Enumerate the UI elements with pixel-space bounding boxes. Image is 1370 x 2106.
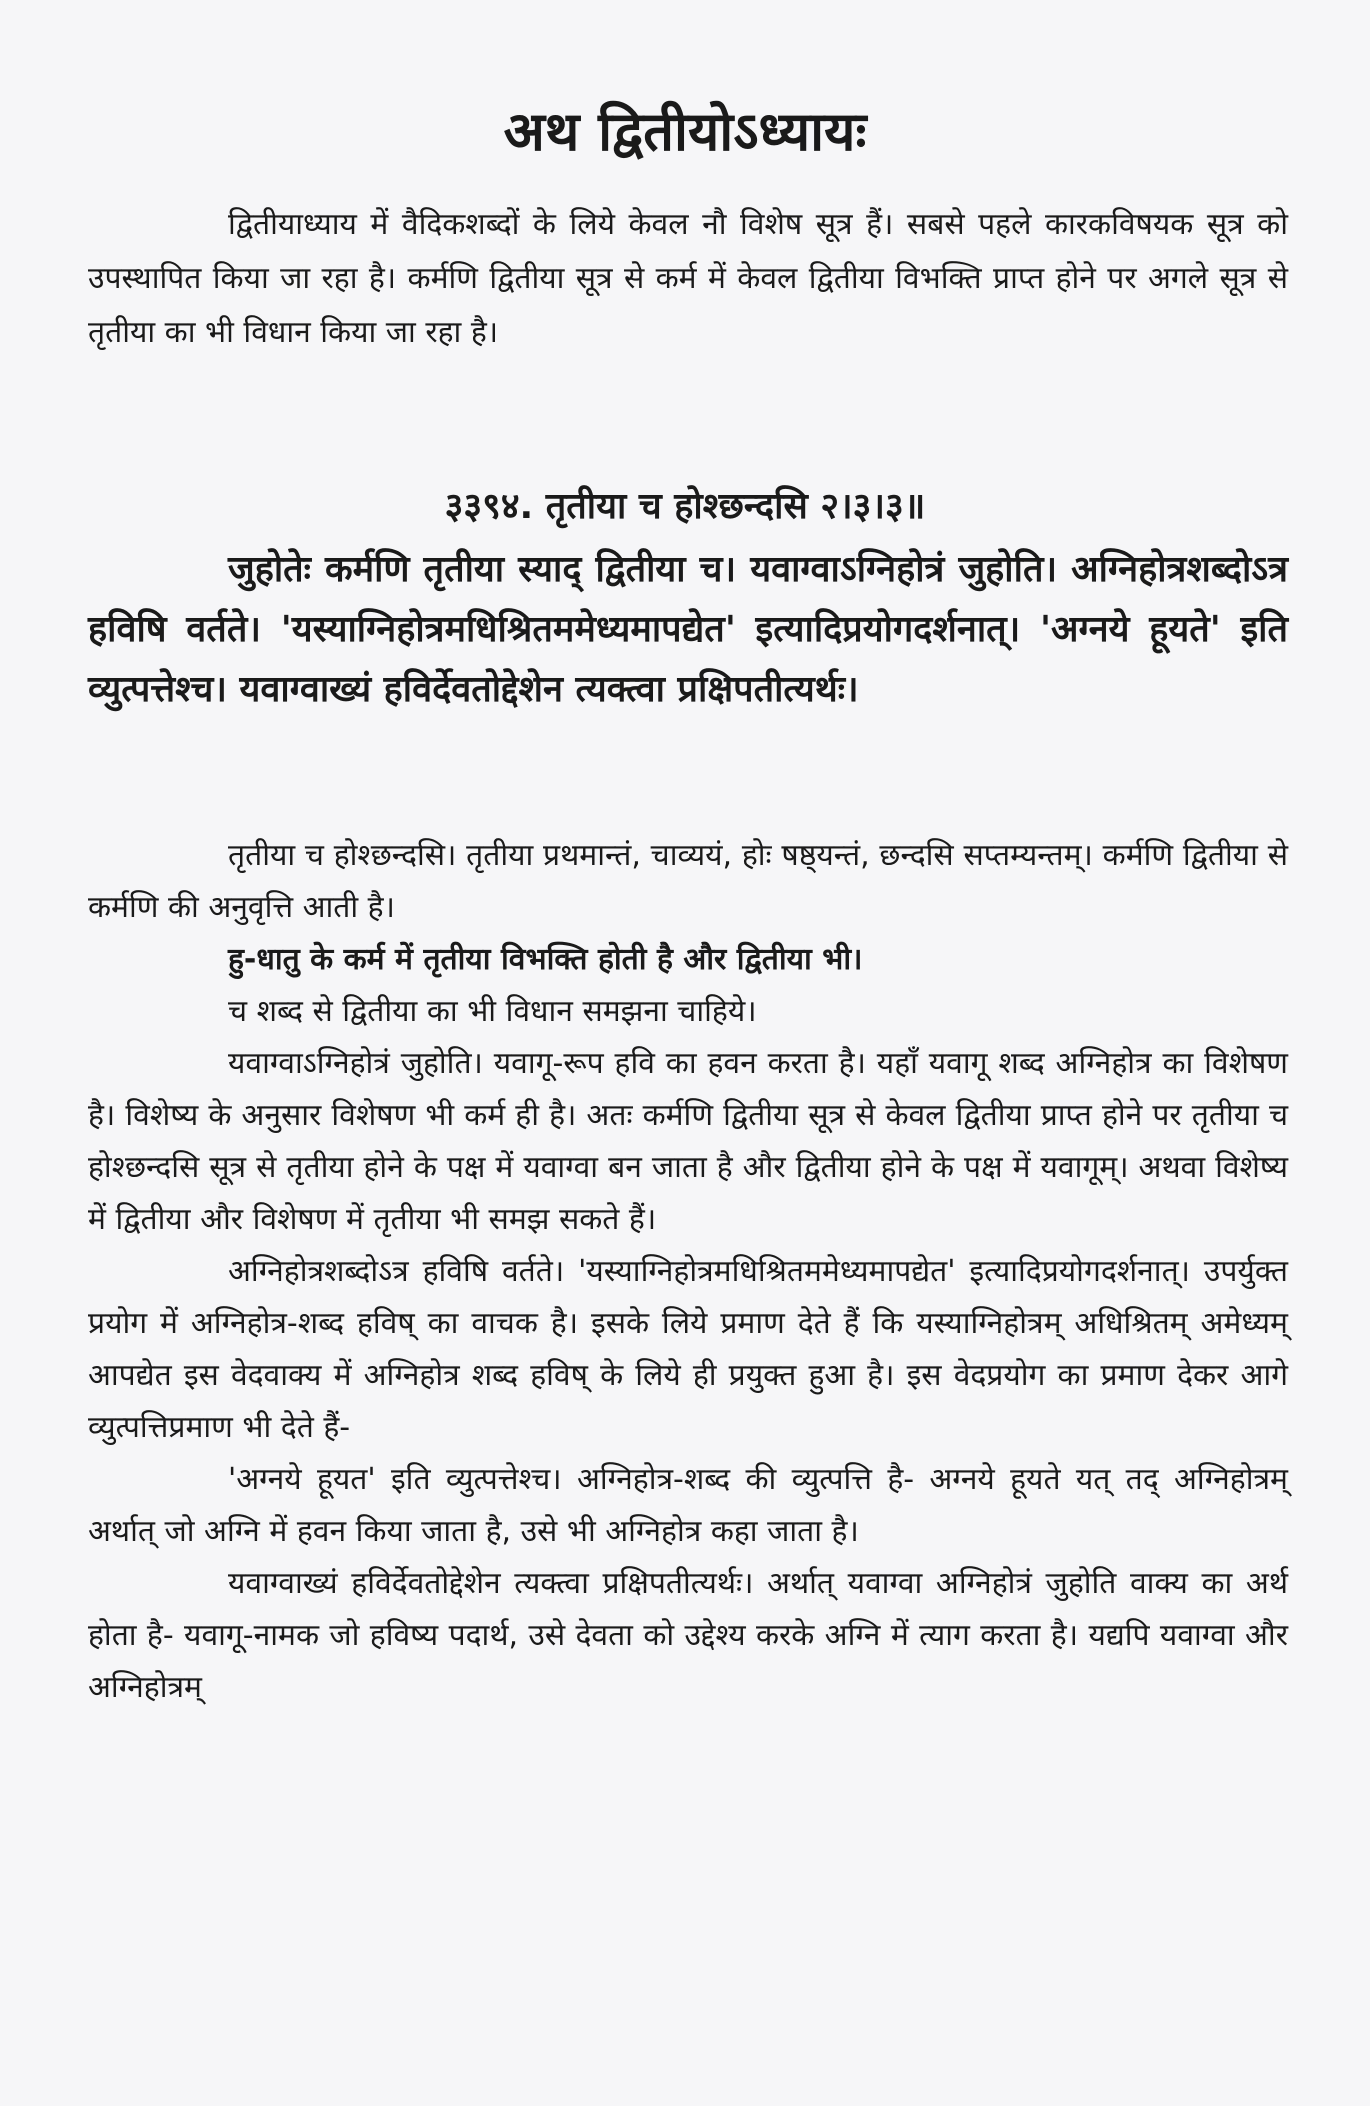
sutra-heading: ३३९४. तृतीया च होश्छन्दसि २।३।३॥ (444, 486, 926, 527)
explanation-paragraph: हु-धातु के कर्म में तृतीया विभक्ति होती है और द्वितीया भी। (228, 942, 863, 977)
vritti-block (88, 540, 1288, 720)
explanation-paragraph: तृतीया च होश्छन्दसि। तृतीया प्रथमान्तं, चाव्ययं, होः षष्ठ्यन्तं, छन्दसि सप्तम्यन्तम्। कर्मणि द्वितीया से कर्मणि की अनुवृत्ति आती है। (88, 838, 1288, 925)
explanation-paragraph: यवाग्वाऽग्निहोत्रं जुहोति। यवागू-रूप हवि का हवन करता है। यहाँ यवागू शब्द अग्निहोत्र का विशेषण है। विशेष्य के अनुसार विशेषण भी कर्म ही है। अतः कर्मणि द्वितीया सूत्र से केवल द्वितीया प्राप्त होने पर तृतीया च होश्छन्दसि सूत्र से तृतीया होने के पक्ष में यवाग्वा बन जाता है और द्वितीया होने के पक्ष में यवागूम्। अथवा विशेष्य में द्वितीया और विशेषण में तृतीया भी समझ सकते हैं। (88, 1046, 1288, 1237)
vritti-paragraph: जुहोतेः कर्मणि तृतीया स्याद् द्वितीया च। यवाग्वाऽग्निहोत्रं जुहोति। अग्निहोत्रशब्दोऽत्र हविषि वर्तते। 'यस्याग्निहोत्रमधिश्रितममेध्यमापद्येत' इत्यादिप्रयोगदर्शनात्। 'अग्नये हूयते' इति व्युत्पत्तेश्च। यवाग्वाख्यं हविर्देवतोद्देशेन त्यक्त्वा प्रक्षिपतीत्यर्थः। (88, 549, 1288, 710)
explanation-paragraph: 'अग्नये हूयत' इति व्युत्पत्तेश्च। अग्निहोत्र-शब्द की व्युत्पत्ति है- अग्नये हूयते यत् तद् अग्निहोत्रम् अर्थात् जो अग्नि में हवन किया जाता है, उसे भी अग्निहोत्र कहा जाता है। (88, 1462, 1288, 1549)
intro-paragraph-block (88, 198, 1288, 360)
explanation-paragraph: यवाग्वाख्यं हविर्देवतोद्देशेन त्यक्त्वा प्रक्षिपतीत्यर्थः। अर्थात् यवाग्वा अग्निहोत्रं जुहोति वाक्य का अर्थ होता है- यवागू-नामक जो हविष्य पदार्थ, उसे देवता को उद्देश्य करके अग्नि में त्याग करता है। यद्यपि यवाग्वा और अग्निहोत्रम् (88, 1566, 1288, 1705)
intro-paragraph: द्वितीयाध्याय में वैदिकशब्दों के लिये केवल नौ विशेष सूत्र हैं। सबसे पहले कारकविषयक सूत्र को उपस्थापित किया जा रहा है। कर्मणि द्वितीया सूत्र से कर्म में केवल द्वितीया विभक्ति प्राप्त होने पर अगले सूत्र से तृतीया का भी विधान किया जा रहा है। (88, 207, 1288, 350)
explanation-paragraph: च शब्द से द्वितीया का भी विधान समझना चाहिये। (228, 994, 757, 1029)
explanation-paragraph: अग्निहोत्रशब्दोऽत्र हविषि वर्तते। 'यस्याग्निहोत्रमधिश्रितममेध्यमापद्येत' इत्यादिप्रयोगदर्शनात्। उपर्युक्त प्रयोग में अग्निहोत्र-शब्द हविष् का वाचक है। इसके लिये प्रमाण देते हैं कि यस्याग्निहोत्रम् अधिश्रितम् अमेध्यम् आपद्येत इस वेदवाक्य में अग्निहोत्र शब्द हविष् के लिये ही प्रयुक्त हुआ है। इस वेदप्रयोग का प्रमाण देकर आगे व्युत्पत्तिप्रमाण भी देते हैं- (88, 1254, 1288, 1445)
chapter-title: अथ द्वितीयोऽध्यायः (503, 100, 867, 163)
explanation-block (88, 830, 1288, 1714)
